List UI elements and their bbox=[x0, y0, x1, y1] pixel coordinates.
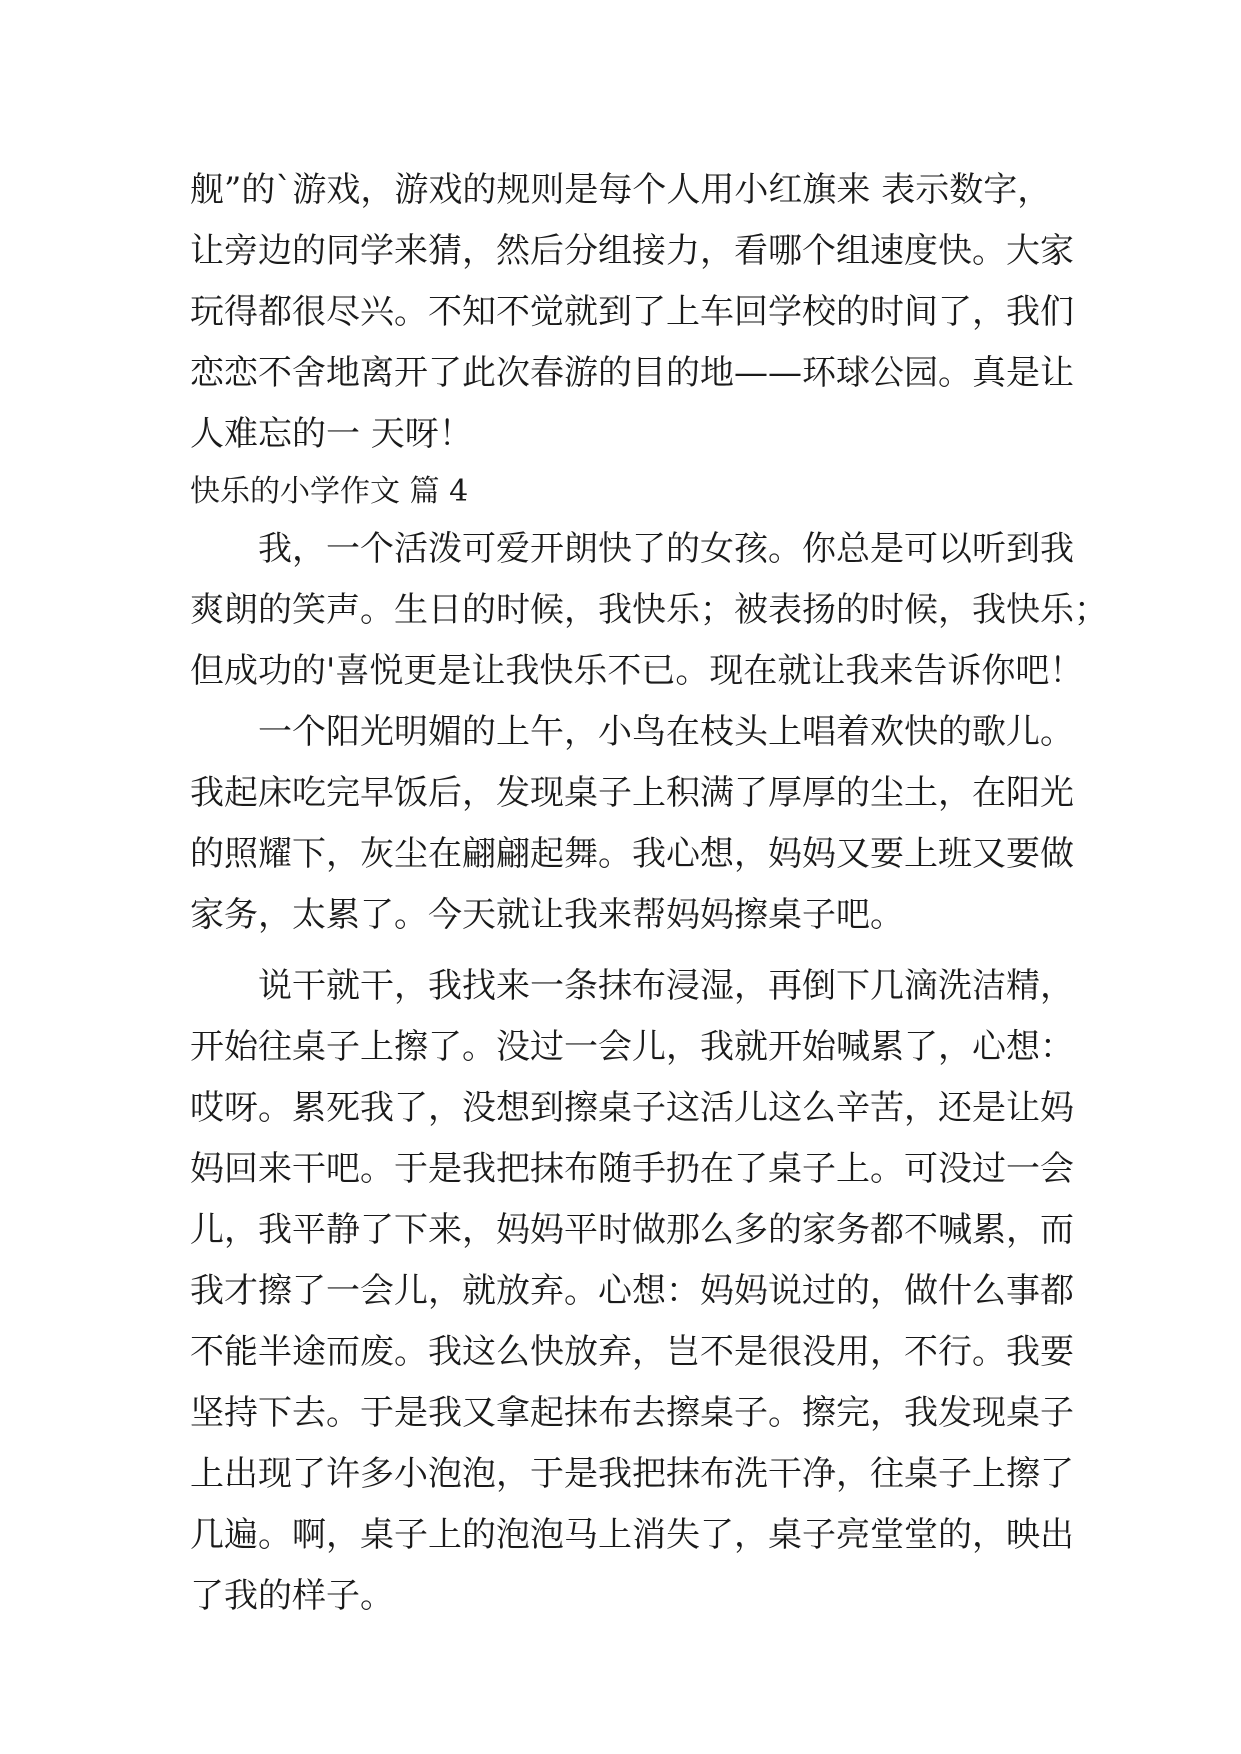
text-line: 哎呀。累死我了，没想到擦桌子这活儿这么辛苦，还是让妈 bbox=[190, 1088, 1074, 1128]
paragraph-morning bbox=[190, 702, 1090, 946]
text-line: 一个阳光明媚的上午，小鸟在枝头上唱着欢快的歌儿。 bbox=[190, 712, 1074, 752]
text-line: 但成功的'喜悦更是让我快乐不已。现在就让我来告诉你吧！ bbox=[190, 651, 1084, 691]
text-line: 上出现了许多小泡泡，于是我把抹布洗干净，往桌子上擦了 bbox=[190, 1454, 1074, 1494]
text-line: 我，一个活泼可爱开朗快了的女孩。你总是可以听到我 bbox=[190, 529, 1074, 569]
text-line: 不能半途而废。我这么快放弃，岂不是很没用，不行。我要 bbox=[190, 1332, 1074, 1372]
paragraph-spacer bbox=[190, 946, 1090, 956]
text-line: 我起床吃完早饭后，发现桌子上积满了厚厚的尘土，在阳光 bbox=[190, 773, 1074, 813]
text-line: 家务，太累了。今天就让我来帮妈妈擦桌子吧。 bbox=[190, 895, 904, 935]
text-line: 玩得都很尽兴。不知不觉就到了上车回学校的时间了，我们 bbox=[190, 292, 1074, 332]
text-line: 舰”的`游戏，游戏的规则是每个人用小红旗来 表示数字， bbox=[190, 170, 1052, 210]
text-line: 开始往桌子上擦了。没过一会儿，我就开始喊累了，心想： bbox=[190, 1027, 1074, 1067]
essay-heading: 快乐的小学作文 篇 4 bbox=[190, 474, 469, 509]
text-line: 坚持下去。于是我又拿起抹布去擦桌子。擦完，我发现桌子 bbox=[190, 1393, 1074, 1433]
text-line: 人难忘的一 天呀！ bbox=[190, 414, 473, 454]
text-line: 几遍。啊，桌子上的泡泡马上消失了，桌子亮堂堂的，映出 bbox=[190, 1515, 1074, 1555]
text-line: 恋恋不舍地离开了此次春游的目的地——环球公园。真是让 bbox=[190, 353, 1074, 393]
text-line: 爽朗的笑声。生日的时候，我快乐；被表扬的时候，我快乐； bbox=[190, 590, 1108, 630]
text-line: 儿，我平静了下来，妈妈平时做那么多的家务都不喊累，而 bbox=[190, 1210, 1074, 1250]
paragraph-intro bbox=[190, 519, 1108, 702]
text-line: 我才擦了一会儿，就放弃。心想：妈妈说过的，做什么事都 bbox=[190, 1271, 1074, 1311]
previous-essay-ending bbox=[190, 160, 1090, 465]
document-body bbox=[190, 160, 1108, 1627]
text-line: 妈回来干吧。于是我把抹布随手扔在了桌子上。可没过一会 bbox=[190, 1149, 1074, 1189]
text-line: 说干就干，我找来一条抹布浸湿，再倒下几滴洗洁精， bbox=[190, 966, 1074, 1006]
text-line: 让旁边的同学来猜，然后分组接力，看哪个组速度快。大家 bbox=[190, 231, 1074, 271]
text-line: 了我的样子。 bbox=[190, 1576, 394, 1616]
text-line: 的照耀下，灰尘在翩翩起舞。我心想，妈妈又要上班又要做 bbox=[190, 834, 1074, 874]
paragraph-cleaning bbox=[190, 956, 1090, 1627]
